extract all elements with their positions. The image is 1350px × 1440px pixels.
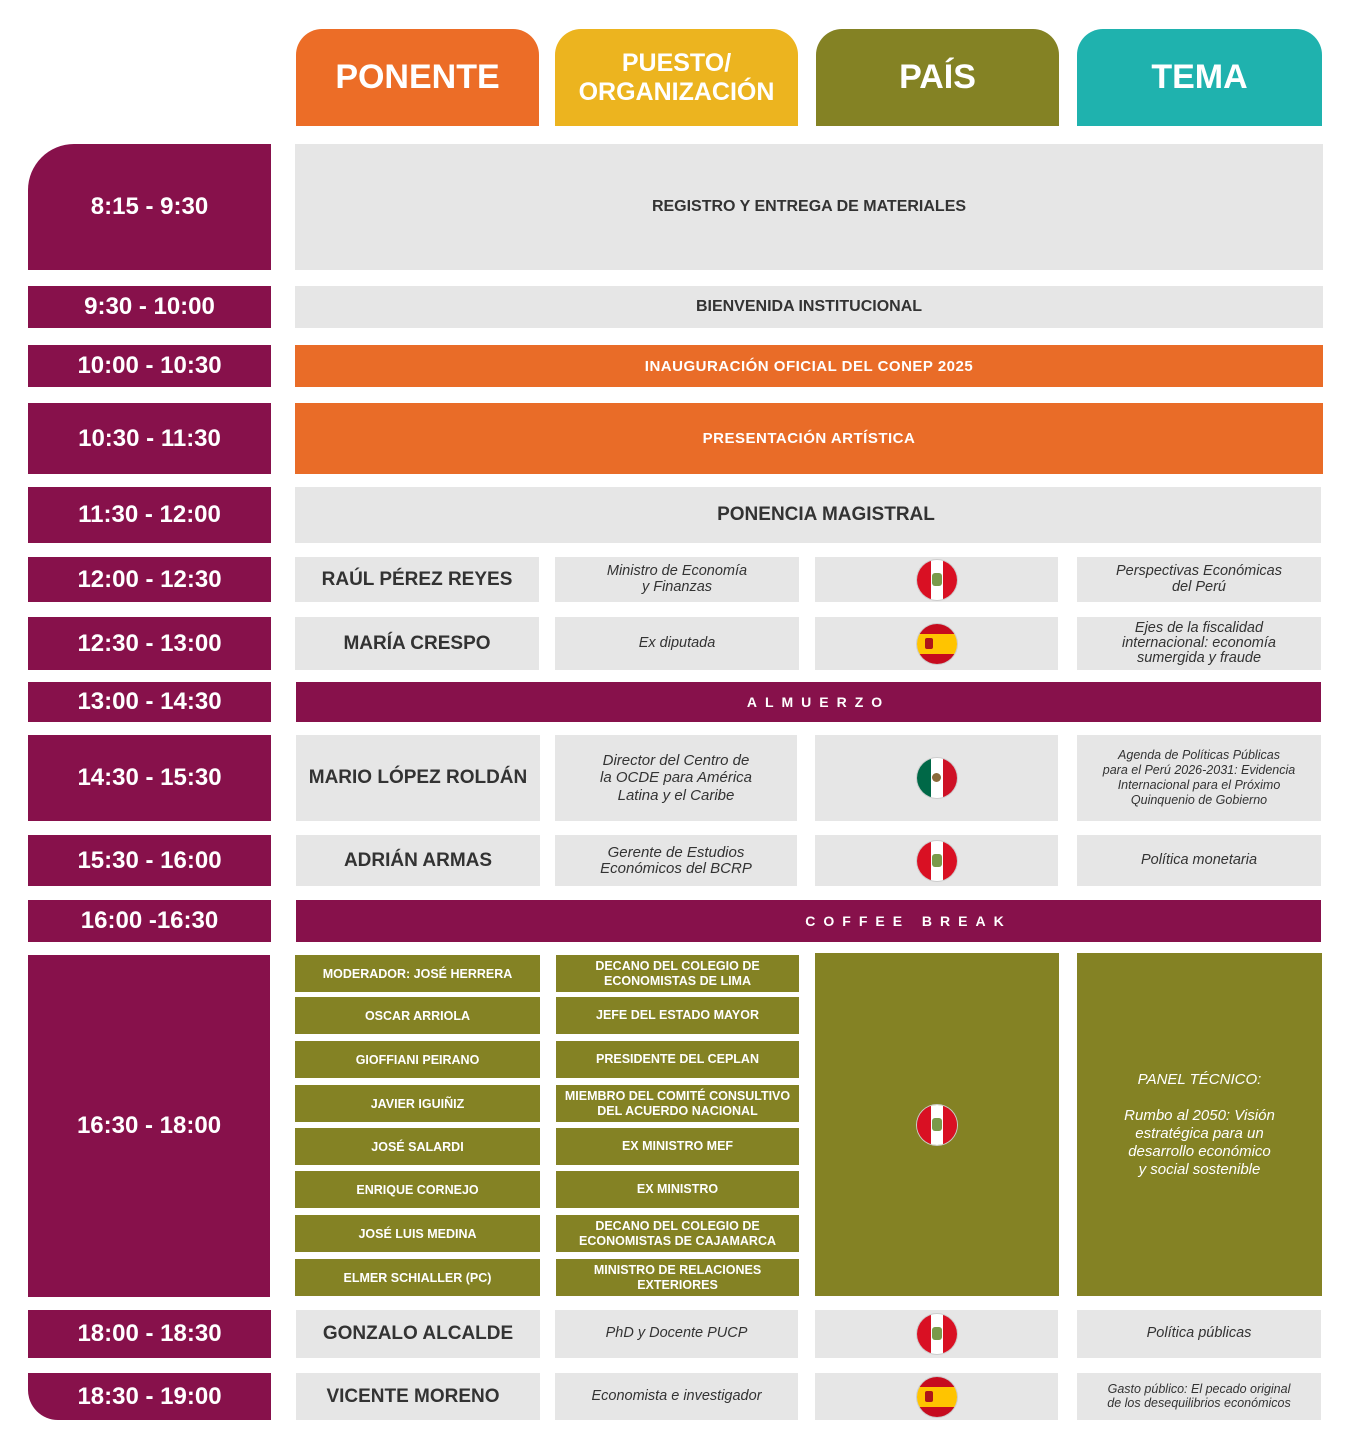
topic-line: y social sostenible <box>1138 1160 1261 1178</box>
country-cell <box>815 557 1058 602</box>
topic-cell <box>1077 735 1321 821</box>
peru-flag-icon <box>917 560 957 600</box>
topic-cell <box>1077 557 1321 602</box>
panel-member-org <box>556 1215 799 1252</box>
time-label: 12:30 - 13:00 <box>77 629 222 657</box>
activity-label: BIENVENIDA INSTITUCIONAL <box>695 298 923 315</box>
header-ponente-label: PONENTE <box>335 58 500 96</box>
time-slot <box>28 617 271 670</box>
topic-cell <box>1077 1310 1321 1358</box>
panel-name-text: GIOFFIANI PEIRANO <box>355 1052 480 1067</box>
spain-flag-icon <box>917 1377 957 1417</box>
topic-cell <box>1077 1373 1321 1420</box>
panel-name-text: JOSÉ LUIS MEDINA <box>358 1226 477 1241</box>
panel-topic-title: PANEL TÉCNICO: <box>1137 1070 1262 1088</box>
speaker-org-cell <box>555 557 799 602</box>
header-tema-label: TEMA <box>1151 58 1248 96</box>
panel-org-line: EX MINISTRO MEF <box>621 1139 734 1154</box>
speaker-org-line: Economista e investigador <box>591 1387 762 1404</box>
speaker-org-line: Económicos del BCRP <box>600 859 752 877</box>
panel-member-org <box>556 1128 799 1165</box>
time-label: 10:00 - 10:30 <box>77 352 222 379</box>
panel-member-name <box>295 1128 540 1165</box>
speaker-name: MARIO LÓPEZ ROLDÁN <box>308 767 528 788</box>
topic-line: Política públicas <box>1146 1325 1252 1342</box>
panel-topic-cell <box>1077 953 1322 1296</box>
speaker-org-line: Ex diputada <box>638 634 716 651</box>
topic-line: estratégica para un <box>1135 1124 1264 1142</box>
panel-member-name <box>295 1171 540 1208</box>
panel-member-org <box>556 955 799 992</box>
spain-flag-icon <box>917 624 957 664</box>
time-slot <box>28 557 271 602</box>
panel-member-name <box>295 1085 540 1122</box>
topic-line: Perspectivas Económicas <box>1115 563 1282 580</box>
speaker-name-cell <box>295 617 539 670</box>
panel-country-cell <box>815 953 1059 1296</box>
topic-line: Agenda de Políticas Públicas <box>1118 748 1280 762</box>
speaker-name: MARÍA CRESPO <box>343 632 491 654</box>
speaker-name: VICENTE MORENO <box>326 1385 500 1407</box>
country-cell <box>815 1373 1058 1420</box>
panel-org-line: PRESIDENTE DEL CEPLAN <box>596 1052 759 1067</box>
speaker-name-cell <box>296 835 540 886</box>
panel-org-line: ECONOMISTAS DE CAJAMARCA <box>579 1233 776 1248</box>
time-slot <box>28 345 271 387</box>
time-label: 15:30 - 16:00 <box>77 846 222 874</box>
time-slot <box>28 286 271 328</box>
panel-org-line: MIEMBRO DEL COMITÉ CONSULTIVO <box>564 1089 791 1104</box>
speaker-org-line: Gerente de Estudios <box>607 843 745 861</box>
time-label: 9:30 - 10:00 <box>84 293 215 320</box>
time-label: 16:30 - 18:00 <box>76 1112 222 1139</box>
panel-member-name <box>295 997 540 1034</box>
break-label: COFFEE BREAK <box>805 913 1012 929</box>
country-cell <box>815 617 1058 670</box>
time-label: 11:30 - 12:00 <box>78 501 221 528</box>
topic-line: sumergida y fraude <box>1136 650 1262 667</box>
topic-line: Quinquenio de Gobierno <box>1130 793 1268 807</box>
speaker-org-cell <box>555 835 797 886</box>
topic-line: Gasto público: El pecado original <box>1107 1382 1291 1397</box>
speaker-name-cell <box>296 1373 540 1420</box>
speaker-org-cell <box>555 617 799 670</box>
topic-cell <box>1077 835 1321 886</box>
speaker-name-cell <box>295 557 539 602</box>
header-puesto-label-2: ORGANIZACIÓN <box>578 77 775 106</box>
break-label: ALMUERZO <box>746 694 891 710</box>
header-puesto <box>555 29 798 126</box>
break-cell <box>296 900 1321 942</box>
activity-label: REGISTRO Y ENTREGA DE MATERIALES <box>651 198 967 215</box>
topic-line: Política monetaria <box>1140 851 1258 868</box>
time-slot <box>28 682 271 722</box>
country-cell <box>815 835 1058 886</box>
topic-line: internacional: economía <box>1122 634 1276 651</box>
time-label: 18:00 - 18:30 <box>77 1320 222 1347</box>
speaker-name: ADRIÁN ARMAS <box>343 849 493 871</box>
activity-cell-highlight <box>295 403 1323 474</box>
panel-org-line: ECONOMISTAS DE LIMA <box>604 973 751 988</box>
time-label: 8:15 - 9:30 <box>90 193 209 220</box>
activity-label: PRESENTACIÓN ARTÍSTICA <box>702 430 916 447</box>
topic-line: Internacional para el Próximo <box>1117 778 1281 792</box>
speaker-org-cell <box>555 1310 798 1358</box>
panel-org-line: MINISTRO DE RELACIONES <box>593 1263 762 1278</box>
panel-member-name <box>295 1041 540 1078</box>
panel-name-text: ENRIQUE CORNEJO <box>356 1182 479 1197</box>
time-slot <box>28 735 271 821</box>
topic-line: desarrollo económico <box>1128 1142 1271 1160</box>
time-label: 14:30 - 15:30 <box>77 764 222 791</box>
panel-org-line: EX MINISTRO <box>636 1182 719 1197</box>
panel-org-line: DECANO DEL COLEGIO DE <box>595 959 760 974</box>
panel-member-org <box>556 997 799 1034</box>
activity-label: PONENCIA MAGISTRAL <box>717 504 935 525</box>
country-cell <box>815 735 1058 821</box>
peru-flag-icon <box>917 1314 957 1354</box>
speaker-name-cell <box>296 735 540 821</box>
panel-org-line: EXTERIORES <box>637 1277 718 1292</box>
speaker-org-line: PhD y Docente PUCP <box>605 1325 748 1342</box>
activity-cell <box>295 144 1323 270</box>
mexico-flag-icon <box>917 758 957 798</box>
time-slot <box>28 487 271 543</box>
speaker-org-line: y Finanzas <box>641 578 713 595</box>
panel-org-line: JEFE DEL ESTADO MAYOR <box>596 1008 759 1023</box>
header-tema <box>1077 29 1322 126</box>
speaker-org-line: Director del Centro de <box>602 752 750 770</box>
panel-name-text: ELMER SCHIALLER (PC) <box>343 1270 492 1285</box>
speaker-org-cell <box>555 735 797 821</box>
header-ponente <box>296 29 539 126</box>
peru-flag-icon <box>917 841 957 881</box>
panel-member-org <box>556 1259 799 1296</box>
time-slot <box>28 835 271 886</box>
header-pais <box>816 29 1059 126</box>
topic-line: para el Perú 2026-2031: Evidencia <box>1102 763 1296 777</box>
time-slot <box>28 955 270 1297</box>
time-slot <box>28 900 271 942</box>
header-pais-label: PAÍS <box>899 58 976 96</box>
panel-member-org <box>556 1085 799 1122</box>
peru-flag-icon <box>917 1105 957 1145</box>
country-cell <box>815 1310 1058 1358</box>
break-cell <box>296 682 1321 722</box>
speaker-org-cell <box>555 1373 798 1420</box>
panel-member-org <box>556 1041 799 1078</box>
panel-org-line: DECANO DEL COLEGIO DE <box>595 1219 760 1234</box>
panel-name-text: OSCAR ARRIOLA <box>364 1008 471 1023</box>
activity-cell-highlight <box>295 345 1323 387</box>
time-slot <box>28 1310 271 1358</box>
panel-name-text: JAVIER IGUIÑIZ <box>370 1096 465 1111</box>
speaker-org-line: la OCDE para América <box>600 769 752 787</box>
time-slot <box>28 403 271 474</box>
time-label: 16:00 -16:30 <box>80 907 219 934</box>
panel-org-line: DEL ACUERDO NACIONAL <box>597 1103 758 1118</box>
time-label: 12:00 - 12:30 <box>77 565 222 593</box>
speaker-org-line: Latina y el Caribe <box>617 786 735 804</box>
panel-name-text: MODERADOR: JOSÉ HERRERA <box>322 966 513 981</box>
topic-line: Rumbo al 2050: Visión <box>1124 1106 1275 1124</box>
panel-name-text: JOSÉ SALARDI <box>371 1139 464 1154</box>
topic-line: Ejes de la fiscalidad <box>1134 619 1264 636</box>
topic-line: de los desequilibrios económicos <box>1107 1395 1291 1410</box>
speaker-name-cell <box>296 1310 540 1358</box>
header-puesto-label-1: PUESTO/ <box>621 48 732 77</box>
speaker-name: RAÚL PÉREZ REYES <box>321 568 513 590</box>
time-slot <box>28 144 271 270</box>
time-label: 13:00 - 14:30 <box>77 688 222 715</box>
panel-member-name <box>295 1215 540 1252</box>
speaker-name: GONZALO ALCALDE <box>322 1323 514 1344</box>
time-label: 18:30 - 19:00 <box>77 1382 222 1410</box>
topic-line: del Perú <box>1171 578 1226 595</box>
activity-cell <box>295 487 1321 543</box>
speaker-org-line: Ministro de Economía <box>606 563 748 580</box>
activity-cell <box>295 286 1323 328</box>
time-label: 10:30 - 11:30 <box>78 424 221 452</box>
time-slot <box>28 1373 271 1420</box>
activity-label: INAUGURACIÓN OFICIAL DEL CONEP 2025 <box>644 357 974 375</box>
panel-member-name <box>295 1259 540 1296</box>
panel-member-name <box>295 955 540 992</box>
topic-cell <box>1077 617 1321 670</box>
panel-member-org <box>556 1171 799 1208</box>
